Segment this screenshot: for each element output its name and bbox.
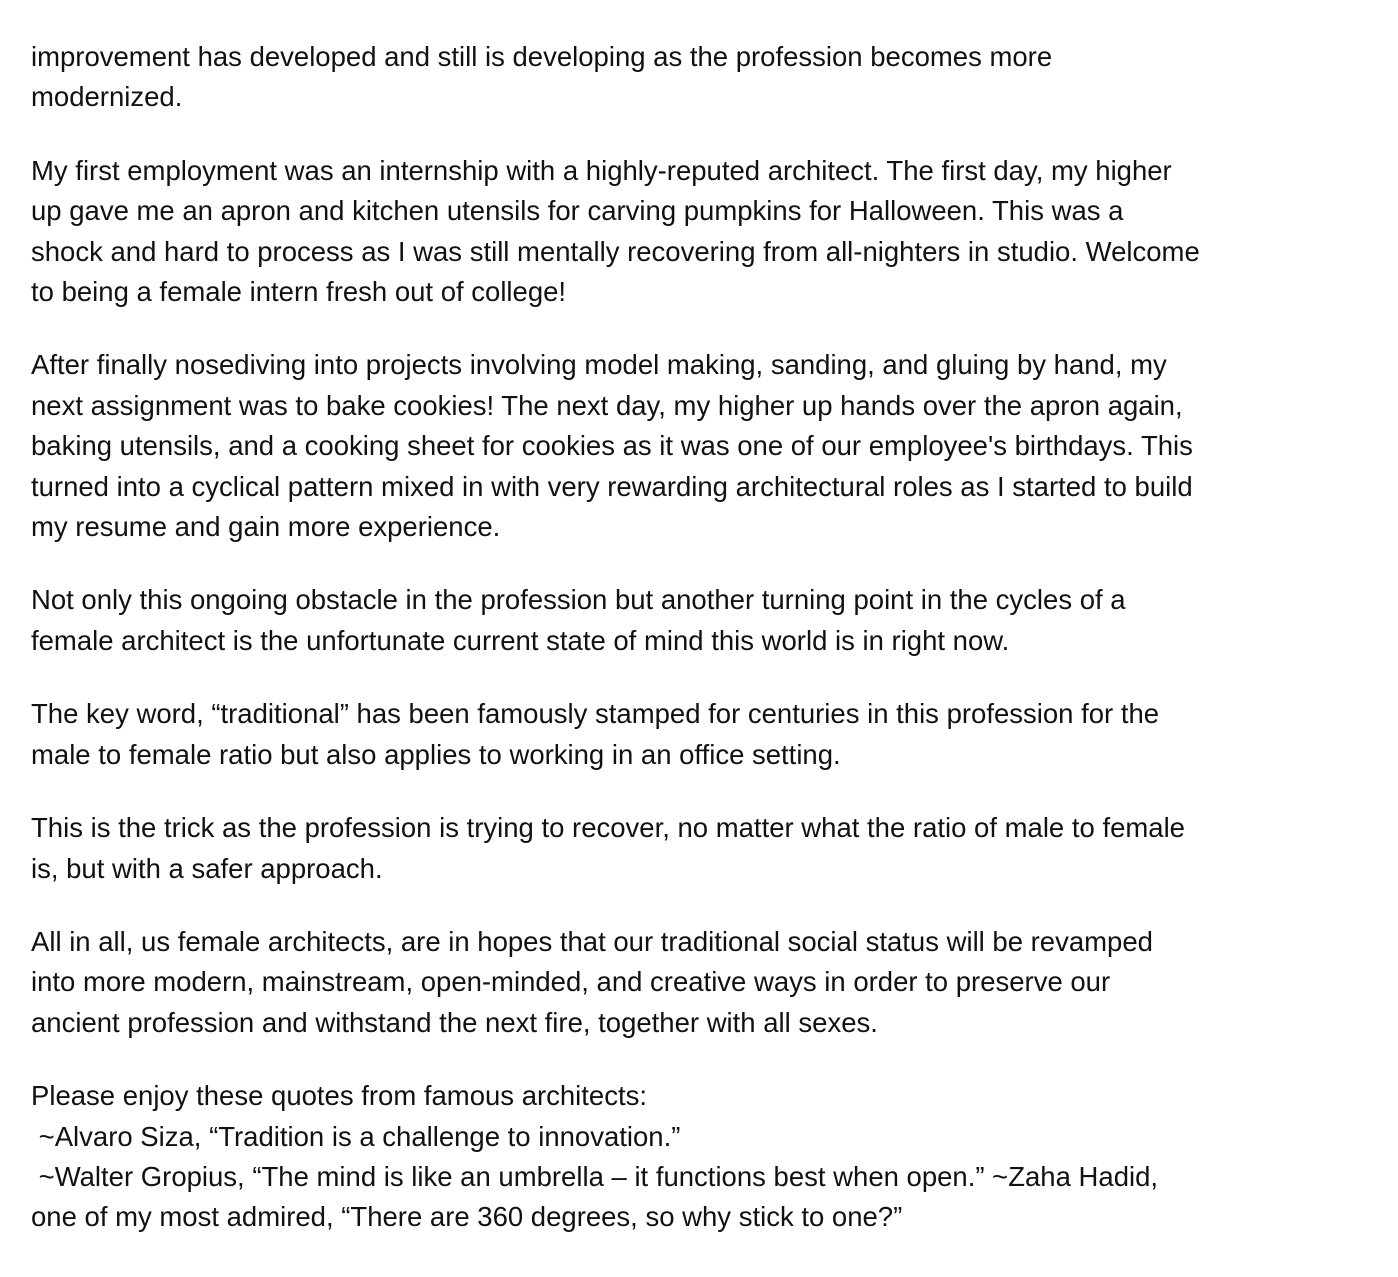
paragraph-4: Not only this ongoing obstacle in the profession but another turning point in the cycles of a female architect is the unfortunate current state of mind this world is in right now. — [31, 584, 1126, 656]
quotes-intro: Please enjoy these quotes from famous architects: — [31, 1080, 648, 1112]
paragraph-2: My first employment was an internship with a highly-reputed architect. The first day, my higher up gave me an apron and kitchen utensils for carving pumpkins for Halloween. This was a shock and hard to process as I was still mentally recovering from all-nighters in studio. Welcome to being a female intern fresh out of college! — [31, 154, 1200, 308]
quote-gropius-hadid: ~Walter Gropius, “The mind is like an umbrella – it functions best when open.” ~Zaha Hadid, — [31, 1160, 1159, 1192]
paragraph-3: After finally nosediving into projects involving model making, sanding, and gluing by hand, my next assignment was to bake cookies! The next day, my higher up hands over the apron again, baking utensils, and a cooking sheet for cookies as it was one of our employee's birthdays. This turned into a cyclical pattern mixed in with very rewarding architectural roles as I started to build my resume and gain more experience. — [31, 349, 1193, 543]
quote-hadid-continued: one of my most admired, “There are 360 degrees, so why stick to one?” — [31, 1201, 903, 1233]
quote-siza: ~Alvaro Siza, “Tradition is a challenge to innovation.” — [31, 1120, 681, 1152]
paragraph-6: This is the trick as the profession is trying to recover, no matter what the ratio of male to female is, but with a safer approach. — [31, 812, 1185, 884]
paragraph-1: improvement has developed and still is developing as the profession becomes more modernized. — [31, 41, 1053, 113]
paragraph-7: All in all, us female architects, are in hopes that our traditional social status will be revamped into more modern, mainstream, open-minded, and creative ways in order to preserve our ancient profession and withstand the next fire, together with all sexes. — [31, 925, 1153, 1038]
paragraph-5: The key word, “traditional” has been famously stamped for centuries in this profession for the male to female ratio but also applies to working in an office setting. — [31, 698, 1160, 770]
quotes-section — [31, 1076, 1351, 1238]
document-page — [31, 37, 1351, 1238]
